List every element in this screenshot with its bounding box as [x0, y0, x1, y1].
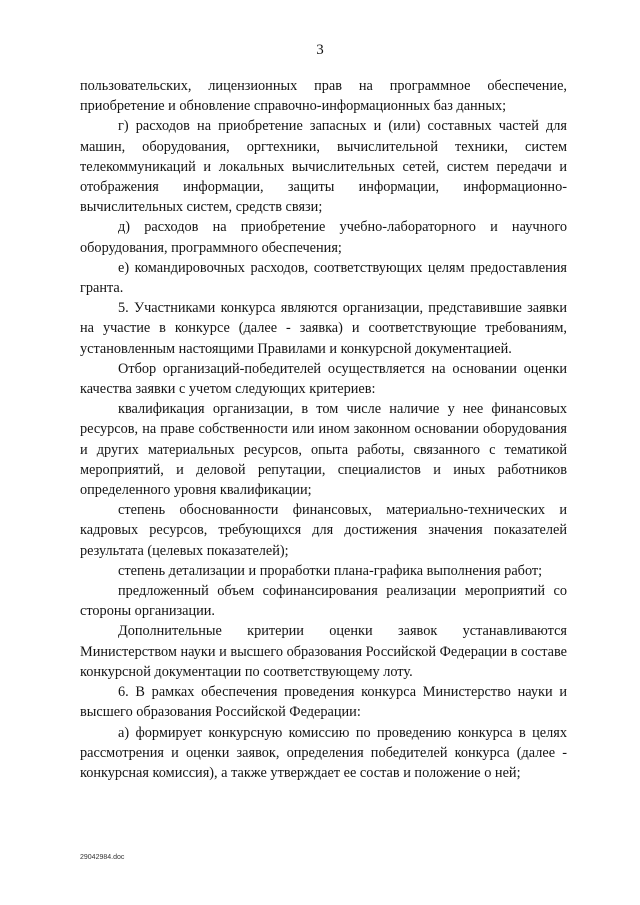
paragraph-item-g: г) расходов на приобретение запасных и (или) составных частей для машин, оборудования, оргтехники, вычислительной техники, систем телекоммуникаций и локальных вычислительных сетей, систем передачи и отображения информации, защиты информации, информационно-вычислительных систем, средств связи; [80, 118, 567, 216]
paragraph-item-a: а) формирует конкурсную комиссию по проведению конкурса в целях рассмотрения и оценки заявок, определения победителей конкурса (далее - конкурсная комиссия), а также утверждает ее состав и положение о ней; [80, 724, 567, 781]
paragraph-item-d: д) расходов на приобретение учебно-лабораторного и научного оборудования, программного обеспечения; [80, 219, 567, 256]
document-footer-filename: 29042984.doc [80, 854, 125, 861]
paragraph-additional-criteria: Дополнительные критерии оценки заявок устанавливаются Министерством науки и высшего образования Российской Федерации в составе конкурсной документации по соответствующему лоту. [80, 623, 568, 680]
page-number: 3 [316, 42, 324, 58]
paragraph-criterion-qualification: квалификация организации, в том числе наличие у нее финансовых ресурсов, на праве собственности или ином законном основании оборудования и других материальных ресурсов, опыта работы, связанного с тематикой мероприятий, и деловой репутации, специалистов и иных работников определенного уровня квалификации; [80, 401, 567, 499]
paragraph-item-e: е) командировочных расходов, соответствующих целям предоставления гранта. [80, 259, 567, 297]
paragraph-criterion-cofinancing: предложенный объем софинансирования реализации мероприятий со стороны организации. [80, 583, 567, 620]
paragraph-criterion-resources: степень обоснованности финансовых, материально-технических и кадровых ресурсов, требующихся для достижения значения показателей результата (целевых показателей); [80, 502, 567, 559]
paragraph-licenses-continued: пользовательских, лицензионных прав на программное обеспечение, приобретение и обновление справочно-информационных баз данных; [80, 78, 567, 115]
paragraph-section-6: 6. В рамках обеспечения проведения конкурса Министерство науки и высшего образования Российской Федерации: [80, 684, 567, 721]
paragraph-section-5: 5. Участниками конкурса являются организации, представившие заявки на участие в конкурсе (далее - заявка) и соответствующие требованиям, установленным настоящими Правилами и конкурсной документацией. [80, 300, 567, 357]
paragraph-selection-criteria-intro: Отбор организаций-победителей осуществляется на основании оценки качества заявки с учетом следующих критериев: [80, 360, 567, 398]
paragraph-criterion-schedule: степень детализации и проработки плана-графика выполнения работ; [118, 562, 543, 579]
document-body [80, 76, 567, 783]
